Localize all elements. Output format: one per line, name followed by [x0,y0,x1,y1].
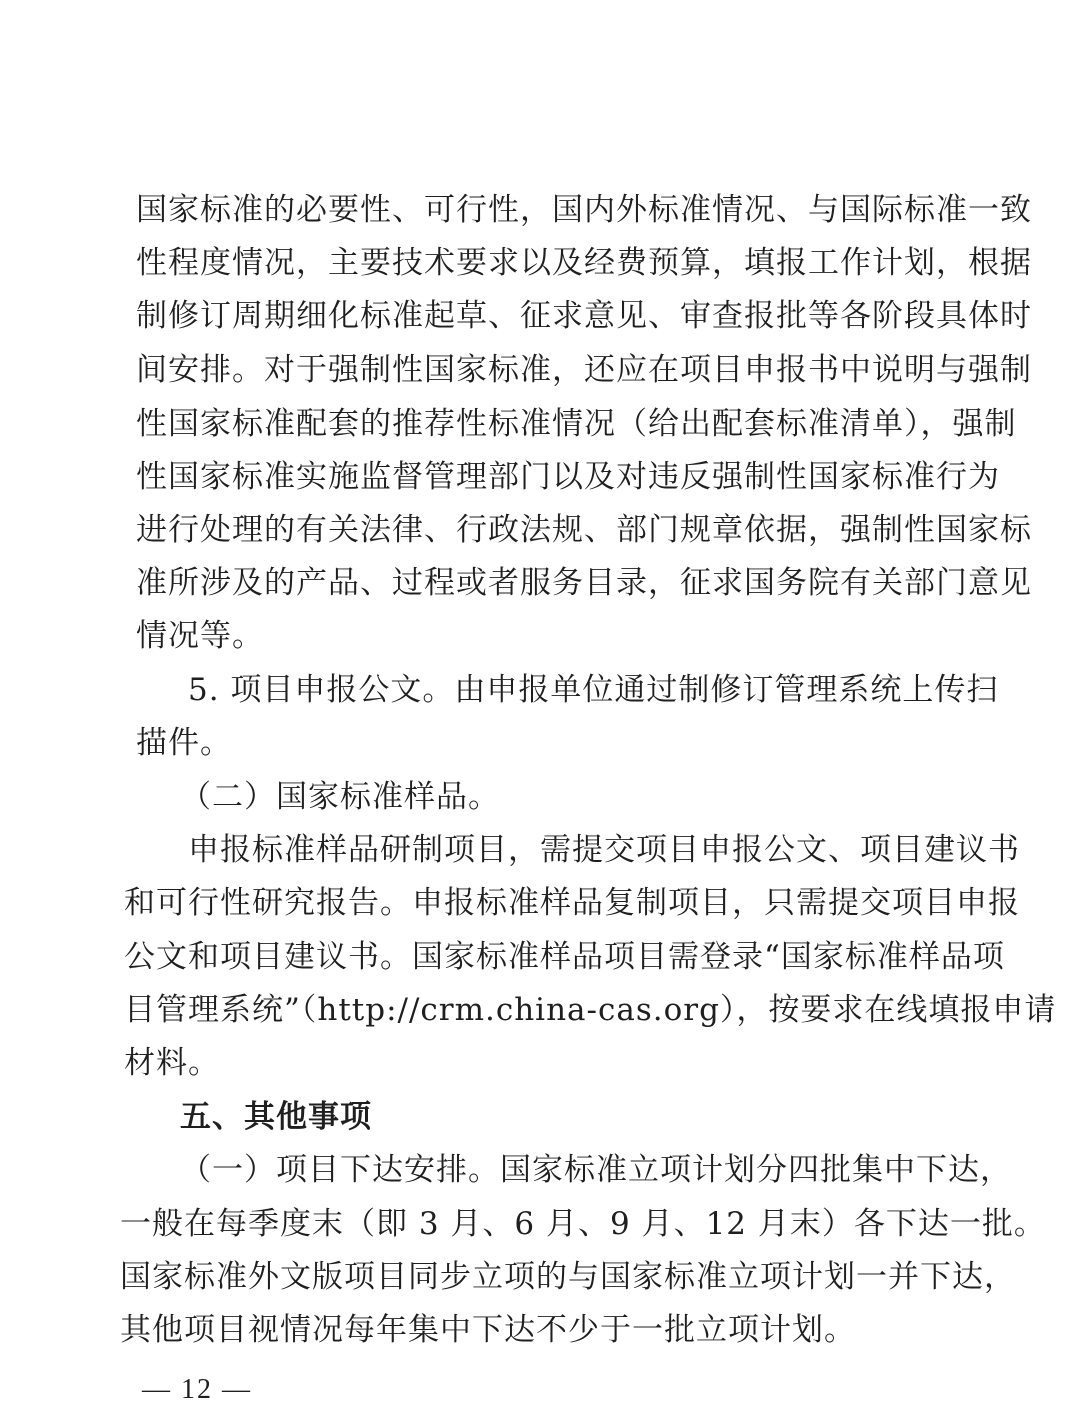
text-line-2: 性程度情况，主要技术要求以及经费预算，填报工作计划，根据 [136,245,1032,281]
text-line-16: 目管理系统”（http://crm.china-cas.org），按要求在线填报申请 [124,992,1057,1028]
text-line-17: 材料。 [124,1045,220,1081]
text-line-9: 情况等。 [136,618,264,654]
text-line-10: 5. 项目申报公文。由申报单位通过制修订管理系统上传扫 [188,672,999,708]
text-line-21: 国家标准外文版项目同步立项的与国家标准立项计划一并下达， [120,1259,1016,1295]
section-subheading: （二）国家标准样品。 [180,779,500,815]
text-line-7: 进行处理的有关法律、行政法规、部门规章依据，强制性国家标 [136,512,1032,548]
text-line-8: 准所涉及的产品、过程或者服务目录，征求国务院有关部门意见 [136,565,1032,601]
text-line-14: 和可行性研究报告。申报标准样品复制项目，只需提交项目申报 [124,885,1020,921]
text-line-4: 间安排。对于强制性国家标准，还应在项目申报书中说明与强制 [136,352,1032,388]
text-line-19: （一）项目下达安排。国家标准立项计划分四批集中下达， [180,1152,1012,1188]
text-line-5: 性国家标准配套的推荐性标准情况（给出配套标准清单），强制 [136,406,1017,442]
text-line-1: 国家标准的必要性、可行性，国内外标准情况、与国际标准一致 [136,192,1032,228]
text-line-3: 制修订周期细化标准起草、征求意见、审查报批等各阶段具体时 [136,298,1032,334]
page-number: — 12 — [142,1374,252,1405]
text-line-15: 公文和项目建议书。国家标准样品项目需登录“国家标准样品项 [124,939,1005,975]
text-line-20: 一般在每季度末（即 3 月、6 月、9 月、12 月末）各下达一批。 [120,1206,1046,1242]
text-line-6: 性国家标准实施监督管理部门以及对违反强制性国家标准行为 [136,459,1000,495]
text-line-11: 描件。 [136,725,232,761]
section-heading: 五、其他事项 [180,1099,372,1135]
text-line-13: 申报标准样品研制项目，需提交项目申报公文、项目建议书 [188,832,1020,868]
text-line-22: 其他项目视情况每年集中下达不少于一批立项计划。 [120,1312,856,1348]
